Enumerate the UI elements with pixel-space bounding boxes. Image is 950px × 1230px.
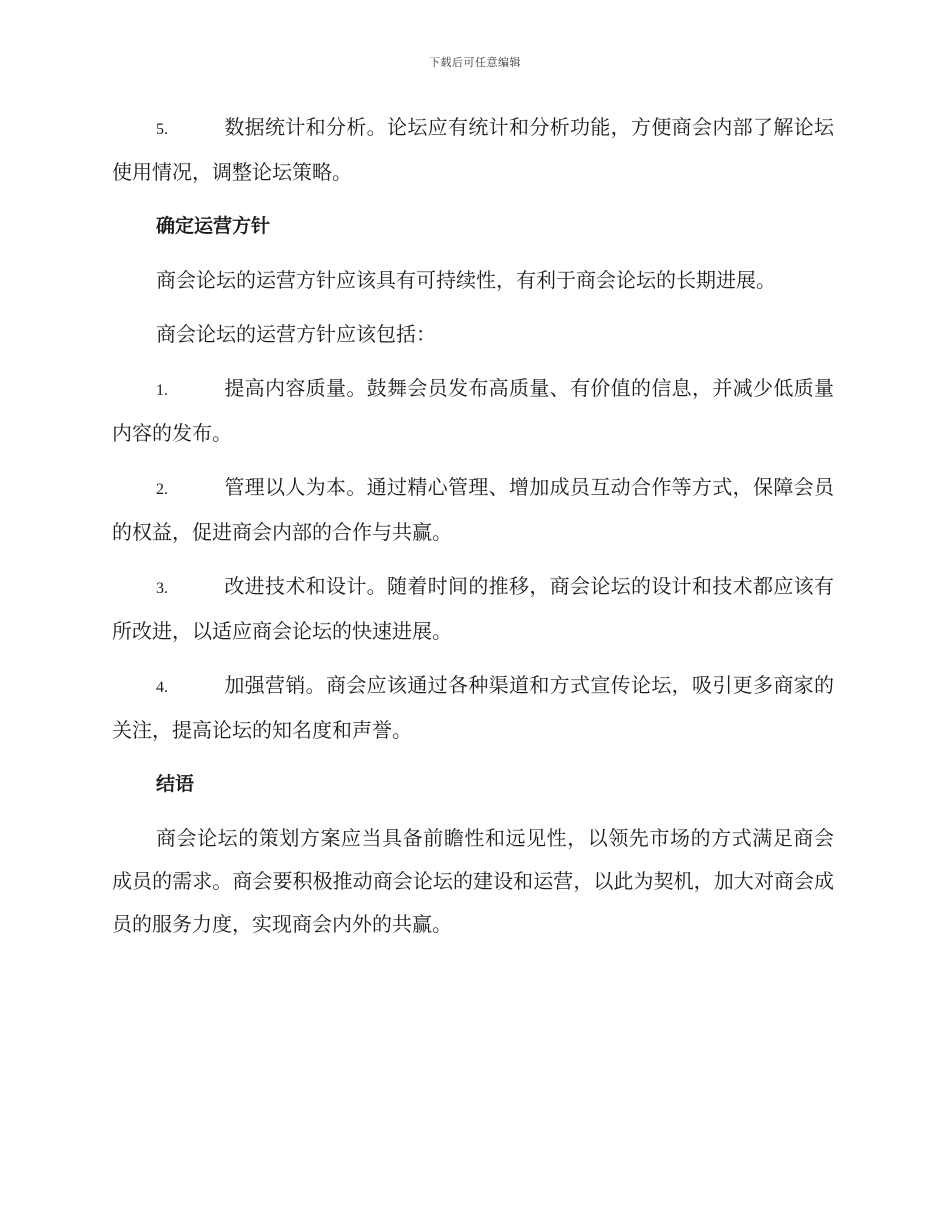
list-item-number: 5.	[156, 121, 168, 138]
list-item-text: 加强营销。商会应该通过各种渠道和方式宣传论坛，吸引更多商家的关注，提高论坛的知名度和声誉。	[112, 673, 834, 742]
section-heading-operation: 确定运营方针	[156, 215, 271, 237]
conclusion-paragraph: 商会论坛的策划方案应当具备前瞻性和远见性，以领先市场的方式满足商会成员的需求。商会要积极推动商会论坛的建设和运营，以此为契机，加大对商会成员的服务力度，实现商会内外的共赢。	[112, 826, 834, 936]
page-header-note: 下载后可任意编辑	[429, 56, 521, 69]
list-item-number: 1.	[156, 382, 168, 399]
list-item-text: 管理以人为本。通过精心管理、增加成员互动合作等方式，保障会员的权益，促进商会内部的合作与共赢。	[112, 475, 834, 544]
list-item-4	[112, 664, 834, 752]
list-item-number: 3.	[156, 580, 168, 597]
operation-paragraph-2: 商会论坛的运营方针应该包括：	[156, 322, 436, 346]
list-item-2	[112, 466, 834, 554]
operation-paragraph-1: 商会论坛的运营方针应该具有可持续性，有利于商会论坛的长期进展。	[156, 268, 776, 292]
list-item-1	[112, 367, 834, 455]
document-body	[112, 106, 834, 957]
list-item-5	[112, 106, 834, 194]
list-item-number: 2.	[156, 481, 168, 498]
list-item-3	[112, 565, 834, 653]
list-item-number: 4.	[156, 679, 168, 696]
list-item-text: 提高内容质量。鼓舞会员发布高质量、有价值的信息，并减少低质量内容的发布。	[112, 376, 834, 445]
list-item-text: 数据统计和分析。论坛应有统计和分析功能，方便商会内部了解论坛使用情况，调整论坛策略。	[112, 115, 834, 184]
list-item-text: 改进技术和设计。随着时间的推移，商会论坛的设计和技术都应该有所改进，以适应商会论坛的快速进展。	[112, 574, 834, 643]
section-heading-conclusion: 结语	[156, 773, 195, 795]
